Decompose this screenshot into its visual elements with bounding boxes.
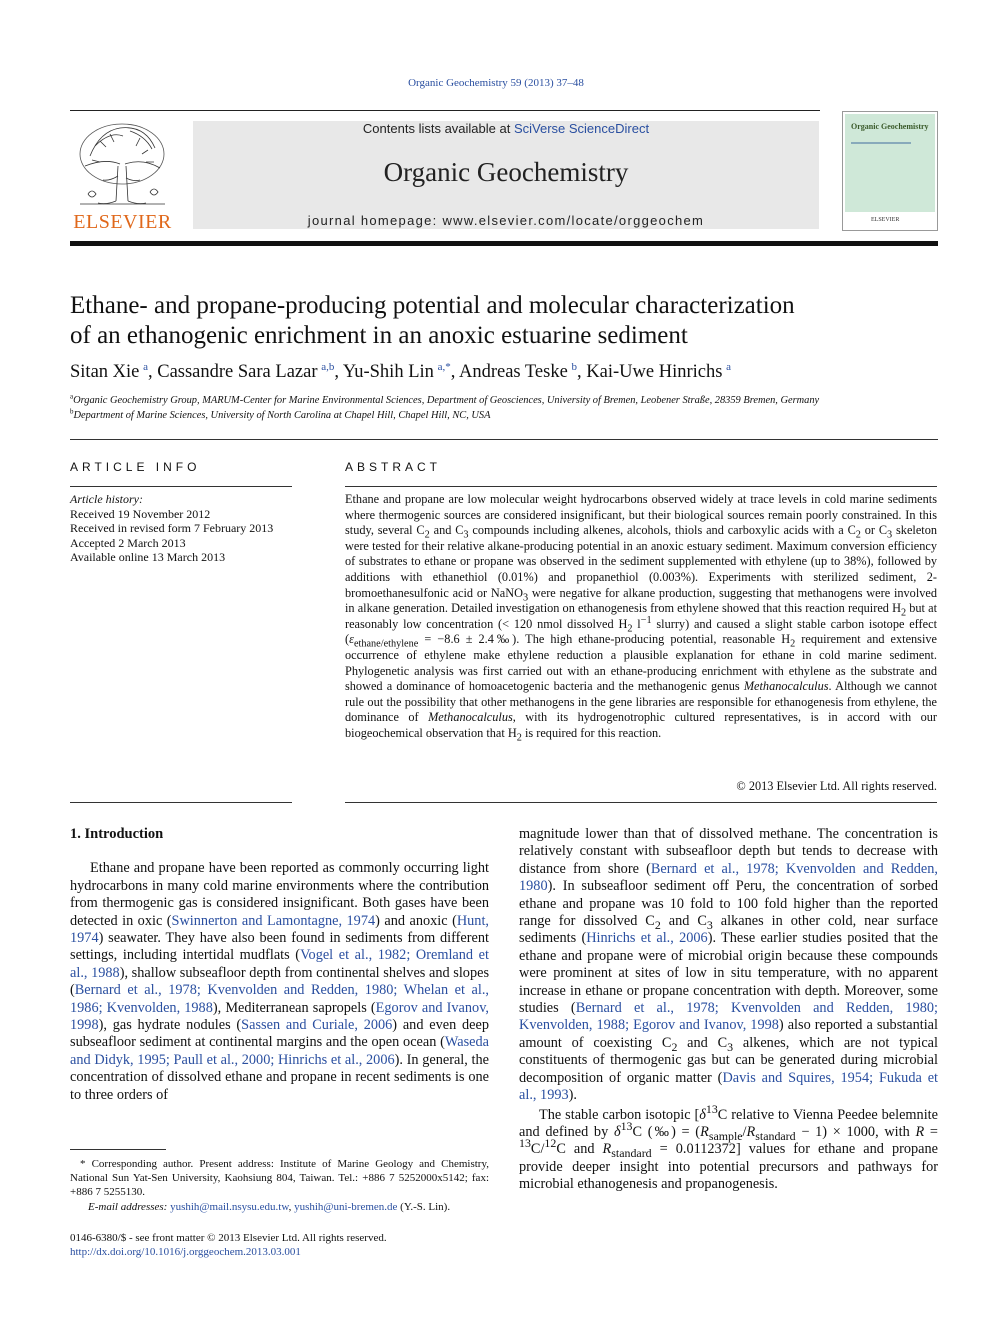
ref-link[interactable]: Vogel et al., 1982; Oremland et al., 1988 <box>70 947 489 981</box>
issn-block <box>70 1231 570 1259</box>
email-link[interactable]: yushih@mail.nsysu.edu.tw <box>170 1201 289 1213</box>
article-info-top-rule <box>70 486 292 487</box>
abstract-copyright: © 2013 Elsevier Ltd. All rights reserved. <box>736 779 937 793</box>
cover-publisher-logo: ELSEVIER <box>871 217 900 223</box>
ref-link[interactable]: Bernard et al., 1978; Kvenvolden and Redden, 1980; Kvenvolden, 1988; Egorov and Ivanov, 1998 <box>519 1000 938 1034</box>
email-footnote: E-mail addresses: yushih@mail.nsysu.edu.tw, yushih@uni-bremen.de (Y.-S. Lin). <box>88 1201 451 1213</box>
abstract-heading: ABSTRACT <box>345 460 442 474</box>
history-revised: Received in revised form 7 February 2013 <box>70 521 274 535</box>
journal-citation[interactable] <box>0 77 992 89</box>
affiliation-divider <box>70 439 938 440</box>
email-suffix: (Y.-S. Lin). <box>400 1201 451 1213</box>
affiliation-key: b <box>70 407 74 416</box>
citation-link[interactable]: Organic Geochemistry 59 (2013) 37–48 <box>408 77 584 89</box>
issn-line: 0146-6380/$ - see front matter © 2013 Elsevier Ltd. All rights reserved. <box>70 1232 387 1244</box>
corresponding-author-text: * Corresponding author. Present address: Institute of Marine Geology and Chemistry, National Sun Yat-Sen University, Kaohsiung 804, Taiwan. Tel.: +886 7 5252000x5142; fax: +886 7 5255130. <box>70 1158 489 1198</box>
header-divider <box>70 110 820 111</box>
article-title <box>70 291 930 351</box>
abstract-bottom-rule <box>345 802 937 803</box>
author-name[interactable]: Andreas Teske <box>458 362 568 382</box>
intro-right-column <box>519 826 938 1194</box>
affiliation-key: a <box>70 392 74 401</box>
corresponding-author-footnote <box>70 1157 489 1214</box>
abstract-top-rule <box>345 486 937 487</box>
author-name[interactable]: Kai-Uwe Hinrichs <box>586 362 723 382</box>
journal-homepage[interactable]: journal homepage: www.elsevier.com/locate/orggeochem <box>307 213 705 228</box>
journal-cover-thumbnail[interactable] <box>842 111 938 231</box>
author-affiliation-mark[interactable]: a <box>143 360 148 373</box>
article-title-line-2: of an ethanogenic enrichment in an anoxic estuarine sediment <box>70 322 688 349</box>
cover-decoration <box>851 142 911 144</box>
history-accepted: Accepted 2 March 2013 <box>70 535 186 550</box>
author-name[interactable]: Sitan Xie <box>70 362 140 382</box>
affiliation-a <box>70 392 940 406</box>
history-received: Received 19 November 2012 <box>70 506 211 521</box>
sciencedirect-link[interactable]: SciVerse ScienceDirect <box>513 121 650 136</box>
elsevier-logo[interactable] <box>70 116 175 234</box>
ref-link[interactable]: Egorov and Ivanov, 1998 <box>70 999 489 1034</box>
affiliation-b <box>70 407 940 421</box>
abstract-body: Ethane and propane are low molecular weight hydrocarbons observed widely at trace levels in cold marine sediments where thermogenic sources are considered insignificant, but their biological sources remain poorly constrained. In this study, several $C_2$ and $C_3$ compounds including alkenes, alcohols, thiols and carboxylic acids with a $C_2$ or $C_3$ skeleton were tested for their relative alkane-producing potential in an anoxic estuary sediment. Maximum conversion efficiency of substrates to ethane or propane was observed in the sediment supplemented with ethylene (up to 38%), followed by additions with ethanethiol (0.01%) and propanethiol (0.003%). Experiments with sterilized sediment, 2-bromoethanesulfonic acid or NaNO$_3$ were negative for alkane production, suggesting that methanogens were involved in alkane generation. Detailed investigation on ethanogenesis from ethylene showed that this reaction required $H_2$ but at reasonably low concentration (< 120 nmol dissolved $H_2$ $l^{-1}$ slurry) and caused a slight stable carbon isotope effect ($\varepsilon_{ethane/ethylene} = -8.6$ ± 2.4‰). The high ethane-producing potential, reasonable $H_2$ requirement and extensive occurrence of ethylene make ethylene reduction a plausible explanation for ethane in cold marine sediment. Phylogenetic analysis was first carried out with an ethane-producing enrichment with ethylene as the substrate and showed a dominance of homoacetogenic bacteria and the methanogenic genus Methanocalculus. Although we cannot rule out the possibility that other methanogens in the gene libraries are responsible for ethanogenesis from ethylene, the dominance of Methanocalculus, with its hydrogenotrophic cultured representatives, is in accord with our biogeochemical observation that $H_2$ is required for this reaction. <box>345 492 938 744</box>
cover-image <box>845 114 935 226</box>
affiliation-text: Department of Marine Sciences, University of North Carolina at Chapel Hill, Chapel Hill, NC, USA <box>73 410 491 421</box>
author-list: Sitan Xie $^a$, Cassandre Sara Lazar $^{a,b}$, Yu-Shih Lin $^{a,*}$, Andreas Teske $^b$, Kai-Uwe Hinrichs $^a$ <box>70 360 732 382</box>
journal-title: Organic Geochemistry <box>383 157 629 187</box>
intro-left-column <box>70 826 489 1104</box>
contents-line <box>193 121 819 136</box>
article-info-bottom-rule <box>70 802 292 803</box>
intro-paragraph-1-continued: magnitude lower than that of dissolved methane. The concentration is relatively constant with subseafloor depth but tends to decrease with distance from shore (Bernard et al., 1978; Kvenvolden and Redden, 1980). In subseafloor sediment off Peru, the concentration of sorbed ethane and propane was 10 fold to 100 fold higher than the reported range for dissolved $C_2$ and $C_3$ alkanes in other cold, near surface sediments (Hinrichs et al., 2006). These earlier studies posited that the ethane and propane were of microbial origin because these compounds were prominent at sites of low in situ temperature, with no apparent increase in ethane or propane concentration with depth. Moreover, some studies (Bernard et al., 1978; Kvenvolden and Redden, 1980; Kvenvolden, 1988; Egorov and Ivanov, 1998) also reported a substantial amount of coexisting $C_2$ and $C_3$ alkenes, which are not typical constituents of thermogenic gas but can be generated during microbial decomposition of organic matter (Davis and Squires, 1954; Fukuda et al., 1993). <box>519 826 939 1104</box>
author-affiliation-mark[interactable]: a,* <box>437 360 451 373</box>
ref-link[interactable]: Hinrichs et al., 2006 <box>586 930 708 947</box>
article-title-line-1: Ethane- and propane-producing potential and molecular characterization <box>70 292 795 319</box>
article-history-label: Article history: <box>70 492 143 506</box>
affiliation-text: Organic Geochemistry Group, MARUM-Center for Marine Environmental Sciences, Department of Geosciences, University of Bremen, Leobener Straße, 28359 Bremen, Germany <box>73 395 820 406</box>
header-thick-divider <box>70 241 938 246</box>
cover-title: Organic Geochemistry <box>851 122 929 131</box>
email-label: E-mail addresses: <box>88 1201 168 1213</box>
history-online: Available online 13 March 2013 <box>70 550 226 564</box>
author-name[interactable]: Cassandre Sara Lazar <box>157 362 318 382</box>
ref-link[interactable]: Bernard et al., 1978; Kvenvolden and Redden, 1980 <box>519 860 938 895</box>
intro-paragraph-1: Ethane and propane have been reported as commonly occurring light hydrocarbons in many cold marine environments where the contribution from thermogenic gas is considered insignificant. Both gases have been detected in oxic (Swinnerton and Lamontagne, 1974) and anoxic (Hunt, 1974) seawater. They have also been found in sediments from different settings, including intertidal mudflats (Vogel et al., 1982; Oremland et al., 1988), shallow subseafloor depth from continental shelves and slopes (Bernard et al., 1978; Kvenvolden and Redden, 1980; Whelan et al., 1986; Kvenvolden, 1988), Mediterranean sapropels (Egorov and Ivanov, 1998), gas hydrate nodules (Sassen and Curiale, 2006) and even deep subseafloor sediment at continental margins and the open ocean (Waseda and Didyk, 1995; Paull et al., 2000; Hinrichs et al., 2006). In general, the concentration of dissolved ethane and propane in recent sediments is one to three orders of <box>70 860 490 1103</box>
email-link[interactable]: yushih@uni-bremen.de <box>294 1201 398 1213</box>
journal-banner <box>193 121 819 229</box>
author-affiliation-mark[interactable]: b <box>571 360 578 373</box>
ref-link[interactable]: Davis and Squires, 1954; Fukuda et al., 1993 <box>519 1069 939 1104</box>
ref-link[interactable]: Swinnerton and Lamontagne, 1974 <box>171 912 376 929</box>
contents-prefix: Contents lists available at <box>362 121 514 136</box>
ref-link[interactable]: Waseda and Didyk, 1995; Paull et al., 2000; Hinrichs et al., 2006 <box>70 1034 489 1068</box>
author-affiliation-mark[interactable]: a,b <box>321 360 335 373</box>
cover-footer <box>845 212 935 226</box>
ref-link[interactable]: Bernard et al., 1978; Kvenvolden and Redden, 1980; Whelan et al., 1986; Kvenvolden, 1988 <box>70 982 489 1016</box>
article-history <box>70 492 292 565</box>
ref-link[interactable]: Hunt, 1974 <box>70 912 489 947</box>
doi-link[interactable]: http://dx.doi.org/10.1016/j.orggeochem.2013.03.001 <box>70 1246 301 1258</box>
introduction-heading: 1. Introduction <box>70 826 164 842</box>
intro-paragraph-2: The stable carbon isotopic [$\delta^{13}C$ relative to Vienna Peedee belemnite and defined by $\delta^{13}C$ (‰) = $(R_{sample}/R_{standard} - 1) \times 1000$, with R = $^{13}$C/$^{12}$C and $R_{standard} = 0.0112372$] values for ethane and propane provide deeper insight into potential precursors and pathways for microbial ethanogenesis and propanogenesis. <box>519 1101 938 1193</box>
author-affiliation-mark[interactable]: a <box>726 360 732 373</box>
author-name[interactable]: Yu-Shih Lin <box>342 362 434 382</box>
footnote-rule <box>70 1149 166 1150</box>
elsevier-tree-icon <box>70 116 175 211</box>
elsevier-wordmark: ELSEVIER <box>73 211 172 233</box>
article-info-heading: ARTICLE INFO <box>70 460 201 474</box>
ref-link[interactable]: Sassen and Curiale, 2006 <box>241 1017 393 1034</box>
